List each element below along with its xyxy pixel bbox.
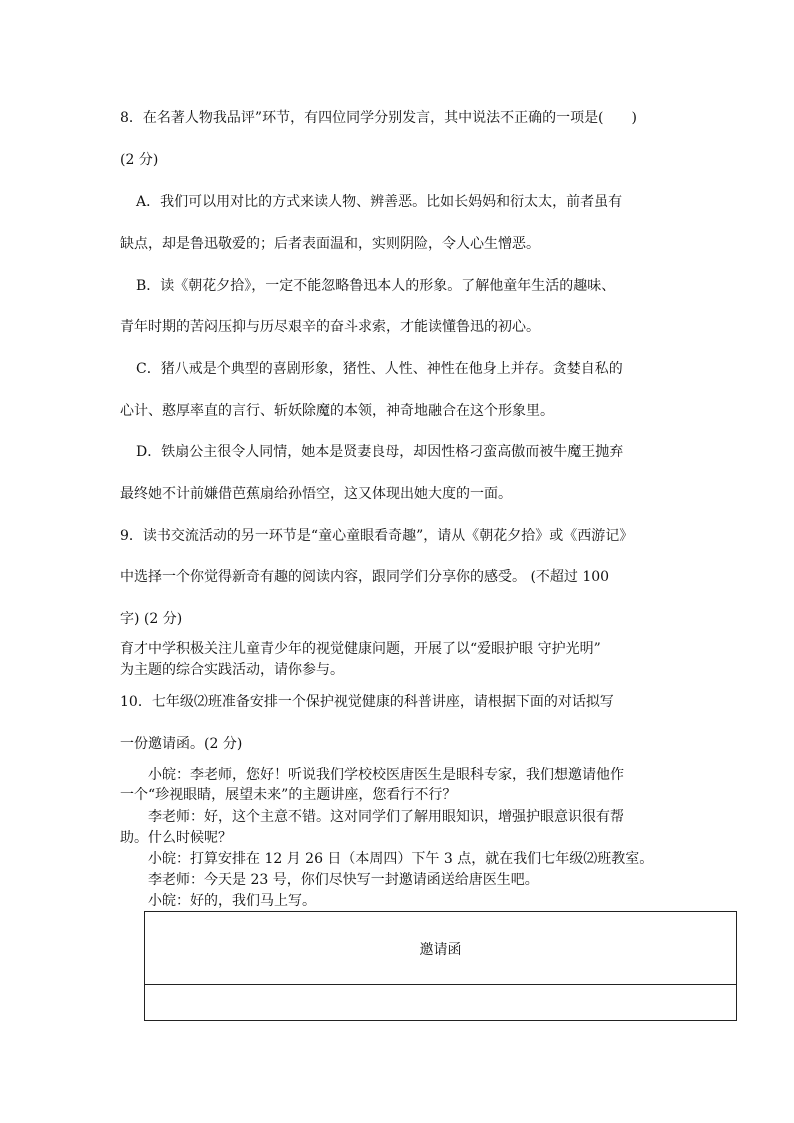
dialogue-line3: 李老师：好，这个主意不错。这对同学们了解用眼知识，增强护眼意识很有帮: [148, 809, 624, 825]
q8-option-a-line1: A．我们可以用对比的方式来读人物、辨善恶。比如长妈妈和衍太太，前者虽有: [136, 194, 623, 210]
dialogue-line5: 小皖：打算安排在 12 月 26 日（本周四）下午 3 点，就在我们七年级⑵班教室。: [148, 851, 654, 867]
q9-line2: 中选择一个你觉得新奇有趣的阅读内容，跟同学们分享你的感受。 (不超过 100: [120, 569, 610, 585]
dialogue-line2: 一个“珍视眼睛，展望未来”的主题讲座，您看行不行？: [120, 787, 457, 803]
q8-option-a-line2: 缺点，却是鲁迅敬爱的；后者表面温和，实则阴险，令人心生憎恶。: [120, 236, 540, 252]
q8-option-b-line2: 青年时期的苦闷压抑与历尽艰辛的奋斗求索，才能读懂鲁迅的初心。: [120, 319, 540, 335]
q8-option-c-line2: 心计、憨厚率直的言行、斩妖除魔的本领，神奇地融合在这个形象里。: [120, 403, 554, 419]
invitation-box: [144, 911, 737, 1021]
dialogue-line4: 助。什么时候呢？: [120, 830, 232, 846]
dialogue-line7: 小皖：好的，我们马上写。: [148, 893, 316, 909]
q8-option-b-line1: B．读《朝花夕拾》，一定不能忽略鲁迅本人的形象。了解他童年生活的趣味、: [136, 278, 616, 294]
invitation-divider: [145, 984, 736, 985]
dialogue-line6: 李老师：今天是 23 号，你们尽快写一封邀请函送给唐医生吧。: [148, 872, 539, 888]
q8-score: (2 分): [120, 152, 159, 168]
q9-line3: 字) (2 分): [120, 611, 183, 627]
q8-option-d-line1: D．铁扇公主很令人同情，她本是贤妻良母，却因性格刁蛮高傲而被牛魔王抛弃: [136, 444, 624, 460]
q8-option-c-line1: C．猪八戒是个典型的喜剧形象，猪性、人性、神性在他身上并存。贪婪自私的: [136, 361, 623, 377]
q10-line1: 10．七年级⑵班准备安排一个保护视觉健康的科普讲座，请根据下面的对话拟写: [120, 694, 614, 710]
intro-line2: 为主题的综合实践活动，请你参与。: [120, 662, 344, 678]
q8-stem: 8．在名著人物我品评”环节，有四位同学分别发言，其中说法不正确的一项是( ): [120, 110, 637, 126]
q9-line1: 9．读书交流活动的另一环节是“童心童眼看奇趣”，请从《朝花夕拾》或《西游记》: [120, 528, 634, 544]
dialogue-line1: 小皖：李老师，您好！听说我们学校校医唐医生是眼科专家，我们想邀请他作: [148, 767, 624, 783]
invitation-title: 邀请函: [419, 942, 462, 958]
q10-line2: 一份邀请函。(2 分): [120, 736, 243, 752]
intro-line1: 育才中学积极关注儿童青少年的视觉健康问题，开展了以“爱眼护眼 守护光明”: [120, 641, 601, 657]
q8-option-d-line2: 最终她不计前嫌借芭蕉扇给孙悟空，这又体现出她大度的一面。: [120, 486, 512, 502]
